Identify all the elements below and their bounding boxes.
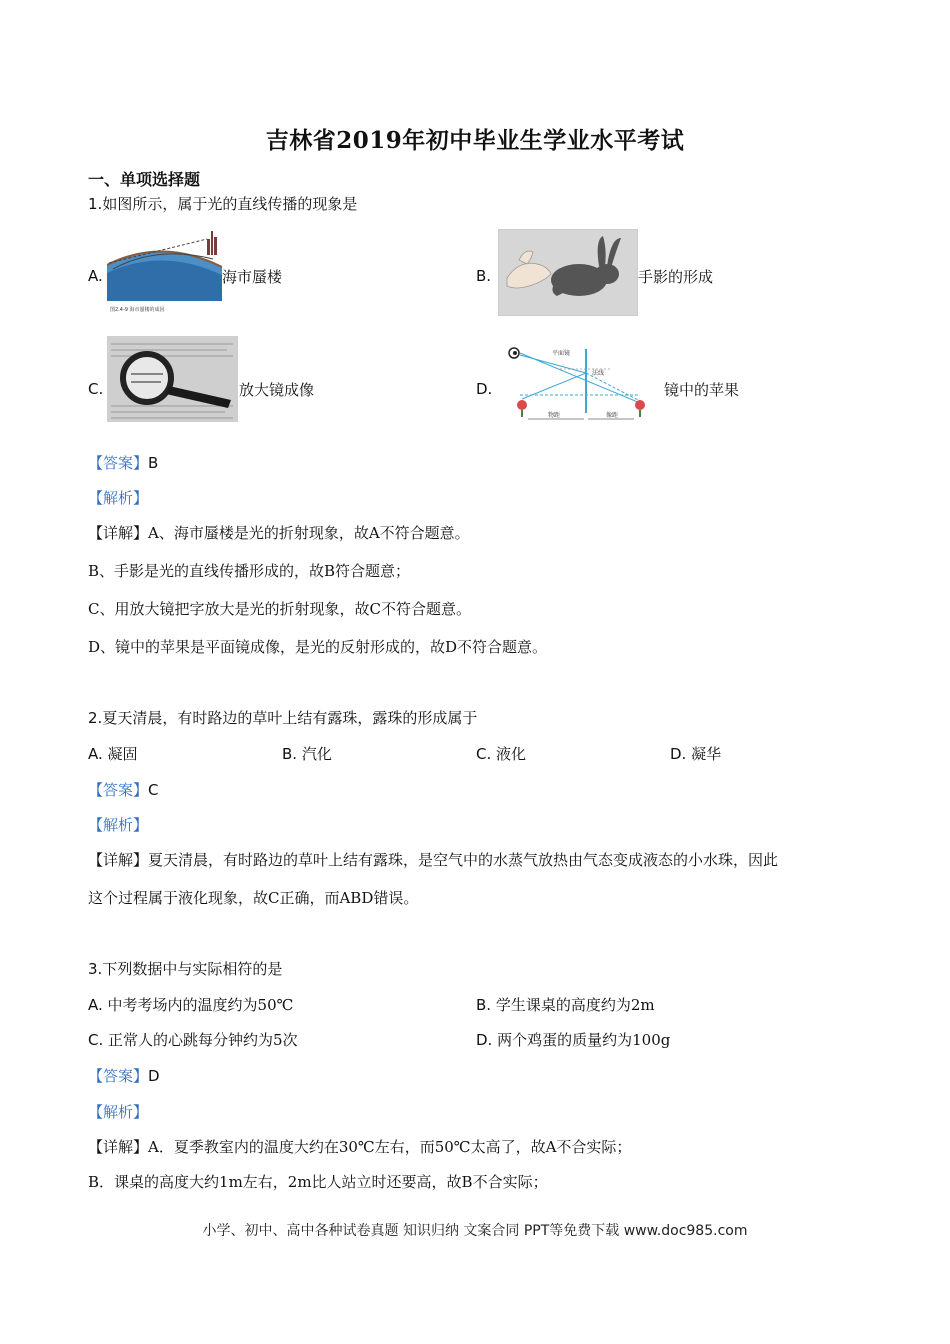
q3-answer [88,1066,160,1086]
option-text: 正常人的心跳每分钟约为5次 [108,1031,298,1049]
option-c-caption: 放大镜成像 [239,381,315,399]
option-letter: D. [670,745,687,763]
option-text: 液化 [496,745,527,763]
mirror-apple-illustration [500,343,660,423]
question-text: 夏天清晨，有时路边的草叶上结有露珠，露珠的形成属于 [102,709,478,727]
q1-analysis-label: 【解析】 [88,489,149,507]
option-c-letter: C. [88,380,104,398]
option-text: 学生课桌的高度约为2m [495,996,655,1014]
answer-label: 【答案】 [88,781,149,799]
detail-label: 【详解】 [88,851,149,869]
magnifier-image [107,336,238,422]
object-distance-label: 物距 [548,412,561,419]
q1-detail-line [88,523,470,543]
section-heading: 一、单项选择题 [88,170,201,189]
q2-detail-line [88,850,778,870]
q1-detail-line: C、用放大镜把字放大是光的折射现象，故C不符合题意。 [88,600,471,618]
answer-value: B [148,454,159,472]
question-3-stem [88,959,282,979]
option-letter: B. [282,745,298,763]
question-number: 1. [88,195,103,213]
option-letter: C. [88,1031,104,1049]
q1-answer [88,453,158,473]
q2-option-a [88,744,138,764]
hand-shadow-image [498,229,638,316]
q2-answer [88,780,159,800]
option-letter: D. [476,1031,493,1049]
q3-detail-line [88,1137,631,1157]
option-text: 两个鸡蛋的质量约为100g [497,1031,671,1049]
q2-detail-line: 这个过程属于液化现象，故C正确，而ABD错误。 [88,889,419,907]
page-title: 吉林省2019年初中毕业生学业水平考试 [265,127,685,154]
option-text: 汽化 [301,745,332,763]
q2-option-d [670,744,721,764]
option-b-caption: 手影的形成 [638,268,714,286]
detail-label: 【详解】 [88,1138,149,1156]
detail-text: A．夏季教室内的温度大约在30℃左右，而50℃太高了，故A不合实际； [148,1138,632,1156]
q3-option-c [88,1030,298,1050]
mirage-illustration [107,225,222,315]
image-distance-label: 像距 [606,412,619,419]
option-b-letter: B. [476,267,492,285]
mirror-apple-image [500,343,660,423]
footer-note: 小学、初中、高中各种试卷真题 知识归纳 文案合同 PPT等免费下载 www.doc985.com [202,1223,748,1239]
option-letter: A. [88,745,103,763]
question-number: 2. [88,709,103,727]
q3-option-d [476,1030,670,1050]
option-letter: B. [476,996,492,1014]
mirror-label: 平面镜 [552,350,571,357]
question-2-stem [88,708,477,728]
question-text: 如图所示，属于光的直线传播的现象是 [102,195,358,213]
q3-analysis-label: 【解析】 [88,1103,149,1121]
question-text: 下列数据中与实际相符的是 [102,960,283,978]
detail-label: 【详解】 [88,524,149,542]
magnifier-illustration [107,336,238,422]
q3-option-b [476,995,655,1015]
question-number: 3. [88,960,103,978]
option-text: 中考考场内的温度约为50℃ [107,996,294,1014]
option-d-caption: 镜中的苹果 [664,381,740,399]
q2-analysis-label: 【解析】 [88,816,149,834]
normal-line-label: 法线 [592,370,605,377]
mirage-figure-caption: 图2.4-9 海市蜃楼的成因 [110,307,165,313]
detail-text: 夏天清晨，有时路边的草叶上结有露珠，是空气中的水蒸气放热由气态变成液态的小水珠，因此 [148,851,779,869]
answer-value: D [148,1067,160,1085]
detail-text: A、海市蜃楼是光的折射现象，故A不符合题意。 [148,524,470,542]
option-text: 凝固 [107,745,138,763]
option-text: 凝华 [691,745,722,763]
hand-shadow-illustration [499,230,637,315]
q1-detail-line: B、手影是光的直线传播形成的，故B符合题意； [88,562,411,580]
option-d-letter: D. [476,380,493,398]
option-a-letter: A. [88,267,103,285]
q2-option-b [282,744,332,764]
option-letter: A. [88,996,103,1014]
q3-option-a [88,995,293,1015]
option-letter: C. [476,745,492,763]
mirage-image [107,225,222,315]
answer-label: 【答案】 [88,454,149,472]
q3-detail-line: B．课桌的高度大约1m左右，2m比人站立时还要高，故B不合实际； [88,1173,548,1191]
answer-value: C [148,781,159,799]
option-a-caption: 海市蜃楼 [222,268,283,286]
q1-detail-line: D、镜中的苹果是平面镜成像，是光的反射形成的，故D不符合题意。 [88,638,548,656]
answer-label: 【答案】 [88,1067,149,1085]
question-1-stem [88,194,357,214]
q2-option-c [476,744,526,764]
